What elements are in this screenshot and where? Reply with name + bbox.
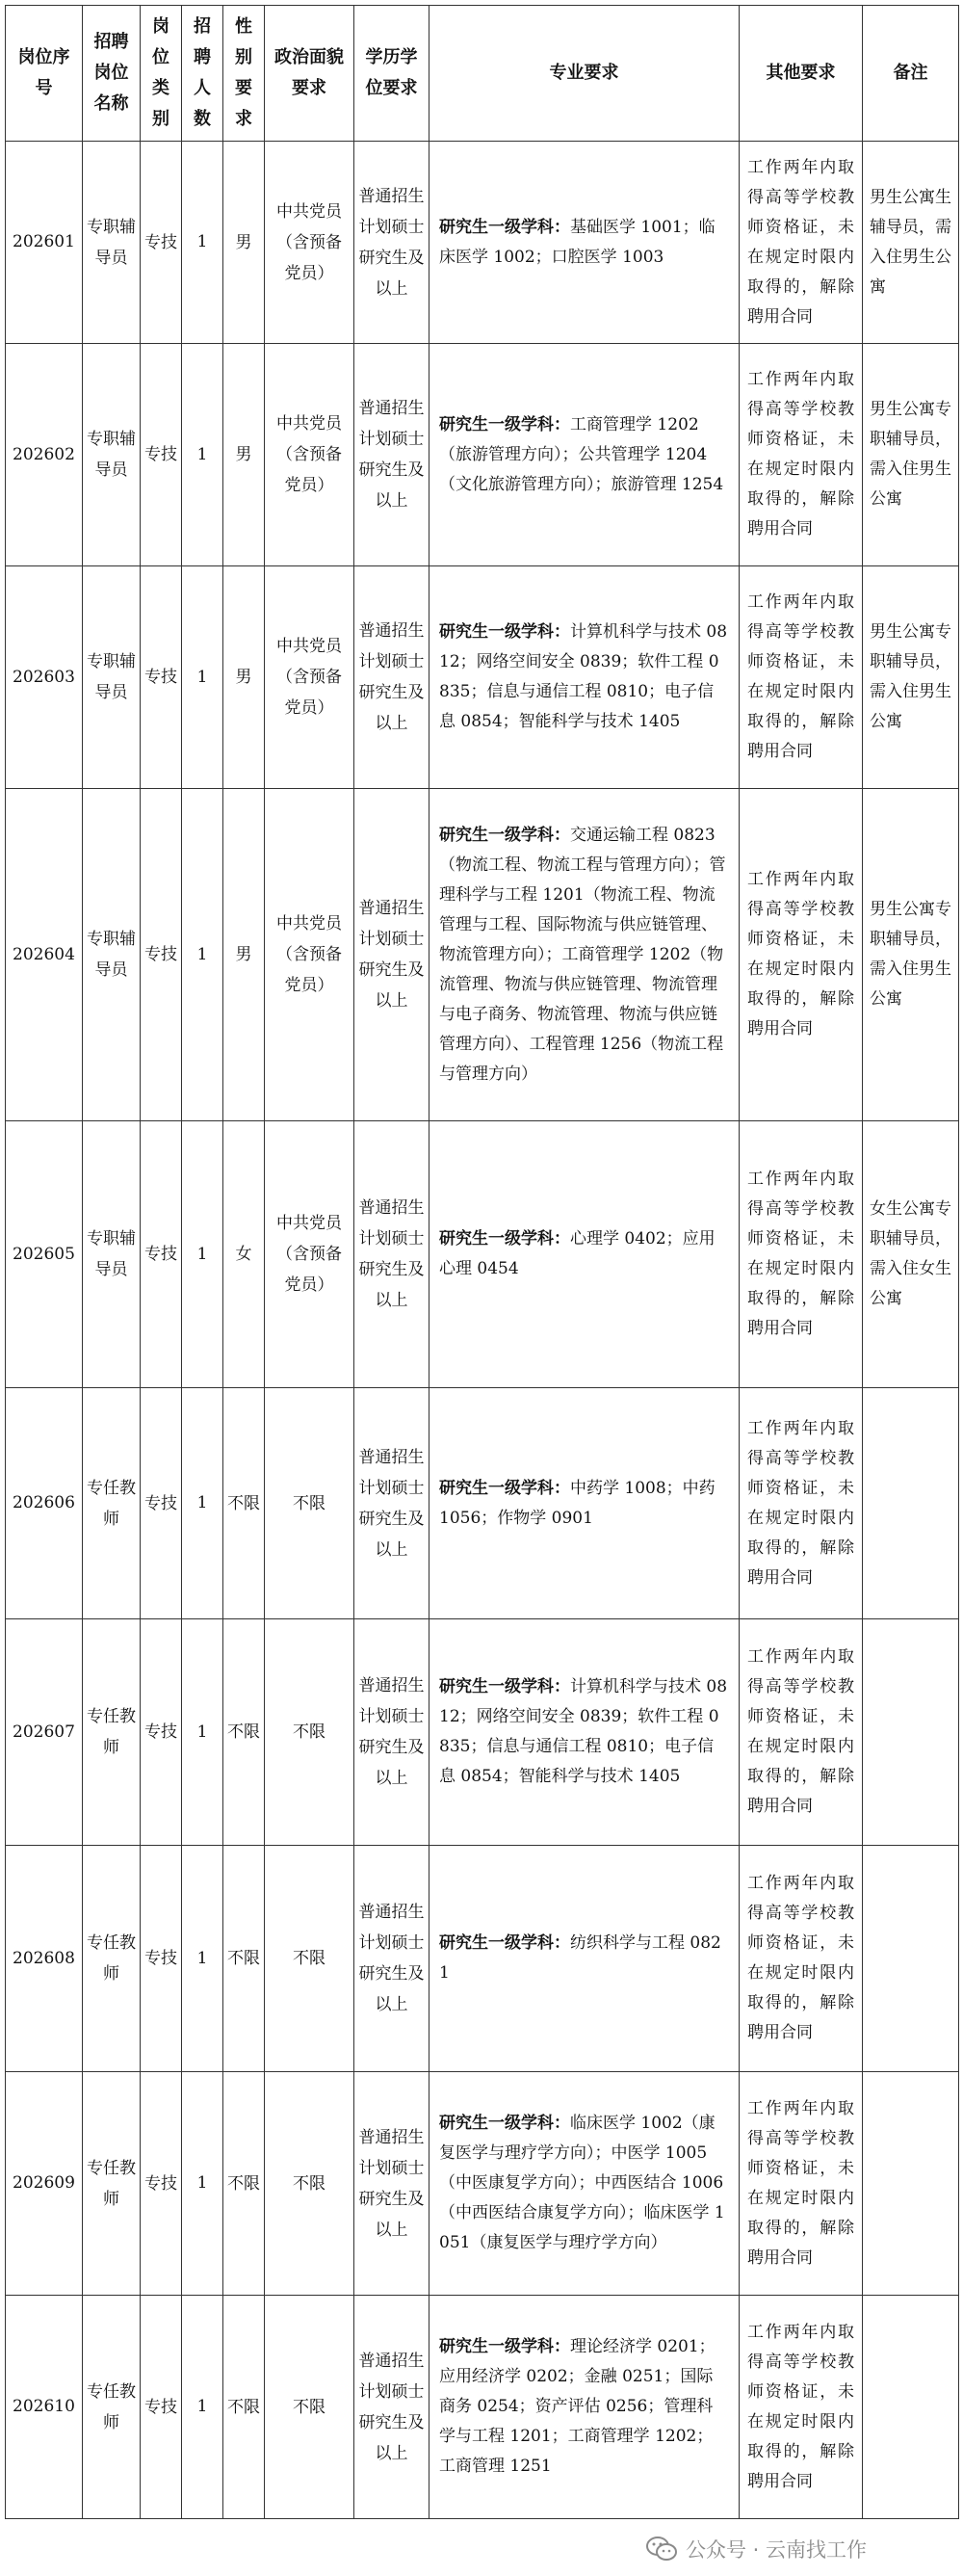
cell-position-name: 专任教师 [83,1846,141,2072]
cell-position-id: 202601 [6,142,83,344]
cell-position-id: 202602 [6,344,83,566]
cell-other: 工作两年内取得高等学校教师资格证，未在规定时限内取得的，解除聘用合同 [740,1121,863,1388]
cell-other: 工作两年内取得高等学校教师资格证，未在规定时限内取得的，解除聘用合同 [740,1388,863,1619]
cell-education: 普通招生计划硕士研究生及以上 [354,566,429,789]
cell-position-id: 202606 [6,1388,83,1619]
cell-category: 专技 [141,566,182,789]
header-count: 招聘人数 [182,6,223,142]
cell-other: 工作两年内取得高等学校教师资格证，未在规定时限内取得的，解除聘用合同 [740,344,863,566]
cell-other: 工作两年内取得高等学校教师资格证，未在规定时限内取得的，解除聘用合同 [740,142,863,344]
cell-category: 专技 [141,2072,182,2296]
major-text: 计算机科学与技术 0812；网络空间安全 0839；软件工程 0835；信息与通信工程 0810；电子信息 0854；智能科学与技术 1405 [439,1677,728,1786]
cell-count: 1 [182,142,223,344]
cell-note [863,2296,959,2519]
table-row [6,1388,959,1619]
major-text: 心理学 0402；应用心理 0454 [439,1229,716,1278]
major-text: 基础医学 1001；临床医学 1002；口腔医学 1003 [439,217,716,267]
header-category: 岗位类别 [141,6,182,142]
major-text: 理论经济学 0201；应用经济学 0202；金融 0251；国际商务 0254；资产评估 0256；管理科学与工程 1201；工商管理学 1202；工商管理 1251 [439,2337,716,2476]
table-row [6,1846,959,2072]
cell-position-id: 202608 [6,1846,83,2072]
cell-education: 普通招生计划硕士研究生及以上 [354,1619,429,1846]
cell-count: 1 [182,2072,223,2296]
cell-political: 中共党员（含预备党员） [265,566,354,789]
cell-major [429,789,740,1121]
header-major: 专业要求 [429,6,740,142]
cell-political: 不限 [265,2296,354,2519]
major-label: 研究生一级学科： [439,1677,570,1696]
cell-note [863,1846,959,2072]
cell-position-name: 专职辅导员 [83,789,141,1121]
cell-major [429,2072,740,2296]
cell-count: 1 [182,344,223,566]
header-education: 学历学位要求 [354,6,429,142]
major-label: 研究生一级学科： [439,1933,570,1953]
cell-gender: 不限 [223,1388,265,1619]
cell-major [429,2296,740,2519]
cell-gender: 不限 [223,1846,265,2072]
table-row [6,142,959,344]
cell-major [429,1121,740,1388]
major-label: 研究生一级学科： [439,2114,570,2133]
major-label: 研究生一级学科： [439,622,570,642]
cell-note: 男生公寓专职辅导员，需入住男生公寓 [863,566,959,789]
major-label: 研究生一级学科： [439,1229,570,1249]
cell-political: 不限 [265,2072,354,2296]
cell-note [863,1388,959,1619]
cell-political: 不限 [265,1619,354,1846]
cell-other: 工作两年内取得高等学校教师资格证，未在规定时限内取得的，解除聘用合同 [740,789,863,1121]
cell-political: 中共党员（含预备党员） [265,1121,354,1388]
cell-gender: 男 [223,142,265,344]
cell-position-id: 202604 [6,789,83,1121]
cell-education: 普通招生计划硕士研究生及以上 [354,142,429,344]
cell-count: 1 [182,1619,223,1846]
cell-other: 工作两年内取得高等学校教师资格证，未在规定时限内取得的，解除聘用合同 [740,1619,863,1846]
header-position-id: 岗位序号 [6,6,83,142]
table-row [6,1121,959,1388]
cell-major [429,1619,740,1846]
cell-gender: 女 [223,1121,265,1388]
cell-education: 普通招生计划硕士研究生及以上 [354,2296,429,2519]
cell-position-name: 专职辅导员 [83,566,141,789]
cell-note: 男生公寓专职辅导员，需入住男生公寓 [863,344,959,566]
cell-category: 专技 [141,2296,182,2519]
header-political: 政治面貌要求 [265,6,354,142]
cell-note [863,1619,959,1846]
cell-position-name: 专职辅导员 [83,142,141,344]
cell-other: 工作两年内取得高等学校教师资格证，未在规定时限内取得的，解除聘用合同 [740,2072,863,2296]
table-row [6,2072,959,2296]
cell-education: 普通招生计划硕士研究生及以上 [354,344,429,566]
cell-gender: 不限 [223,2072,265,2296]
cell-other: 工作两年内取得高等学校教师资格证，未在规定时限内取得的，解除聘用合同 [740,2296,863,2519]
cell-political: 中共党员（含预备党员） [265,789,354,1121]
major-text: 交通运输工程 0823（物流工程、物流工程与管理方向）；管理科学与工程 1201（物流工程、物流管理与工程、国际物流与供应链管理、物流管理方向）；工商管理学 1202（物流管理、物流与供应链管理、物流管理与电子商务、物流管理、物流与供应链管理方向）、工程管理 1256（物流工程与管理方向） [439,825,726,1084]
cell-gender: 男 [223,344,265,566]
cell-note [863,2072,959,2296]
major-label: 研究生一级学科： [439,1478,570,1498]
table-row [6,566,959,789]
major-text: 工商管理学 1202（旅游管理方向）；公共管理学 1204（文化旅游管理方向）；旅游管理 1254 [439,414,724,494]
cell-major [429,344,740,566]
cell-note: 男生公寓生辅导员，需入住男生公寓 [863,142,959,344]
major-label: 研究生一级学科： [439,217,570,237]
cell-category: 专技 [141,344,182,566]
major-text: 计算机科学与技术 0812；网络空间安全 0839；软件工程 0835；信息与通信工程 0810；电子信息 0854；智能科学与技术 1405 [439,622,728,731]
cell-category: 专技 [141,142,182,344]
major-label: 研究生一级学科： [439,2337,570,2356]
major-text: 临床医学 1002（康复医学与理疗学方向）；中医学 1005（中医康复学方向）；中西医结合 1006（中西医结合康复学方向）；临床医学 1051（康复医学与理疗学方向） [439,2114,725,2252]
major-label: 研究生一级学科： [439,825,570,845]
cell-major [429,142,740,344]
watermark-text: 公众号 · 云南找工作 [686,2538,868,2562]
cell-category: 专技 [141,789,182,1121]
wechat-icon [645,2536,678,2563]
header-position-name: 招聘岗位名称 [83,6,141,142]
cell-category: 专技 [141,1388,182,1619]
table-row [6,789,959,1121]
cell-education: 普通招生计划硕士研究生及以上 [354,789,429,1121]
cell-category: 专技 [141,1619,182,1846]
cell-other: 工作两年内取得高等学校教师资格证，未在规定时限内取得的，解除聘用合同 [740,1846,863,2072]
cell-count: 1 [182,1121,223,1388]
cell-position-name: 专任教师 [83,1388,141,1619]
cell-position-id: 202603 [6,566,83,789]
cell-count: 1 [182,789,223,1121]
table-row [6,1619,959,1846]
table-row [6,344,959,566]
cell-major [429,1388,740,1619]
cell-category: 专技 [141,1846,182,2072]
cell-education: 普通招生计划硕士研究生及以上 [354,2072,429,2296]
header-other: 其他要求 [740,6,863,142]
cell-position-name: 专任教师 [83,1619,141,1846]
cell-note: 女生公寓专职辅导员，需入住女生公寓 [863,1121,959,1388]
cell-position-id: 202610 [6,2296,83,2519]
cell-note: 男生公寓专职辅导员，需入住男生公寓 [863,789,959,1121]
cell-political: 中共党员（含预备党员） [265,142,354,344]
recruitment-table [5,5,959,2519]
cell-major [429,566,740,789]
cell-count: 1 [182,1388,223,1619]
cell-other: 工作两年内取得高等学校教师资格证，未在规定时限内取得的，解除聘用合同 [740,566,863,789]
table-row [6,2296,959,2519]
cell-political: 不限 [265,1846,354,2072]
header-note: 备注 [863,6,959,142]
header-gender: 性别要求 [223,6,265,142]
cell-position-name: 专职辅导员 [83,1121,141,1388]
cell-category: 专技 [141,1121,182,1388]
cell-position-id: 202607 [6,1619,83,1846]
watermark [645,2530,867,2568]
cell-position-id: 202609 [6,2072,83,2296]
cell-count: 1 [182,2296,223,2519]
cell-count: 1 [182,566,223,789]
cell-political: 不限 [265,1388,354,1619]
cell-major [429,1846,740,2072]
cell-position-name: 专任教师 [83,2072,141,2296]
cell-political: 中共党员（含预备党员） [265,344,354,566]
cell-gender: 男 [223,566,265,789]
cell-position-id: 202605 [6,1121,83,1388]
cell-education: 普通招生计划硕士研究生及以上 [354,1388,429,1619]
cell-gender: 男 [223,789,265,1121]
cell-gender: 不限 [223,1619,265,1846]
cell-count: 1 [182,1846,223,2072]
major-text: 纺织科学与工程 0821 [439,1933,721,1983]
cell-position-name: 专职辅导员 [83,344,141,566]
table-header-row [6,6,959,142]
major-label: 研究生一级学科： [439,414,570,434]
cell-education: 普通招生计划硕士研究生及以上 [354,1121,429,1388]
cell-education: 普通招生计划硕士研究生及以上 [354,1846,429,2072]
cell-position-name: 专任教师 [83,2296,141,2519]
cell-gender: 不限 [223,2296,265,2519]
major-text: 中药学 1008；中药 1056；作物学 0901 [439,1478,716,1528]
